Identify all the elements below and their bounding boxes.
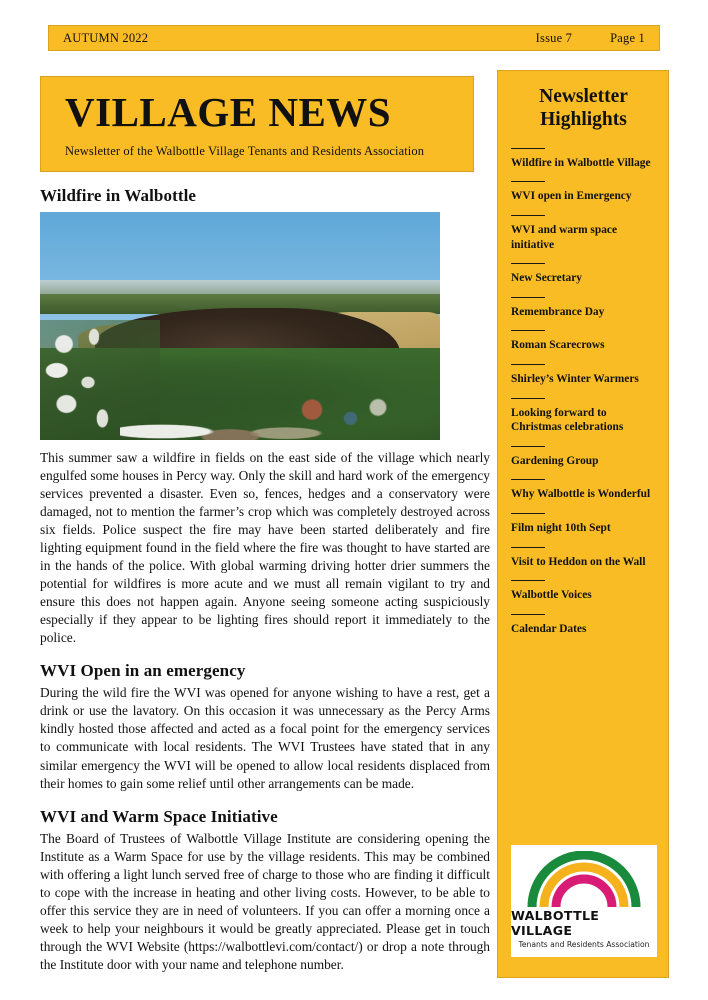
article-body: During the wild fire the WVI was opened for anyone wishing to have a rest, get a drink or use the lavatory. On this occasion it was unnecessary as the Percy Arms kindly hosted those affected and acted as a focal point for the emergency services to communicate with local residents. The WVI Trustees have stated that in any similar emergency the WVI will be opened to allow local residents displaced from their homes to gain some relief until other arrangements can be made.: [40, 685, 490, 791]
sidebar-item-label: Remembrance Day: [511, 305, 605, 318]
article-warm-space: [40, 807, 490, 974]
sidebar-item-label: Film night 10th Sept: [511, 521, 611, 534]
page-subtitle: Newsletter of the Walbottle Village Tenants and Residents Association: [65, 144, 425, 159]
sidebar-item-label: Roman Scarecrows: [511, 339, 605, 352]
article-heading: WVI Open in an emergency: [40, 661, 246, 681]
sidebar-item[interactable]: [511, 297, 656, 320]
sidebar-item-label: Why Walbottle is Wonderful: [511, 488, 651, 501]
sidebar-item-label: Visit to Heddon on the Wall: [511, 555, 646, 568]
sidebar-item[interactable]: [511, 398, 656, 435]
article-heading: Wildfire in Walbottle: [40, 186, 197, 206]
article-wildfire: [40, 186, 490, 647]
sidebar-item-label: Gardening Group: [511, 454, 599, 467]
sidebar-item-label: Shirley’s Winter Warmers: [511, 372, 639, 385]
article-wvi-emergency: [40, 661, 490, 792]
masthead-title-block: [40, 76, 474, 172]
sidebar-item-rule: [511, 547, 545, 548]
sidebar-item-label: WVI and warm space initiative: [511, 223, 617, 251]
logo-tagline: Tenants and Residents Association: [518, 940, 650, 949]
highlights-list: [511, 148, 656, 637]
sidebar-item-label: Looking forward to Christmas celebrations: [511, 406, 624, 434]
sidebar-item[interactable]: [511, 181, 656, 204]
sidebar-title: Newsletter Highlights: [539, 86, 628, 131]
sidebar-item-rule: [511, 513, 545, 514]
article-body: This summer saw a wildfire in fields on the east side of the village which nearly engulfed some houses in Percy way. Only the skill and hard work of the emergency services prevented a disaster. Even so, fences, hedges and a conservatory were damaged, not to mention the farmer’s crop which was completely destroyed across six fields. Police suspect the fire may have been started deliberately and fire lighting equipment found in the field where the fire was thought to have started are in the hands of the police. With global warming driving hotter drier summers the potential for wildfires is more acute and we must all remain vigilant to try and ensure this does not happen again. Anyone seeing someone acting suspiciously especially if they appear to be lighting fires should report it immediately to the police.: [40, 450, 490, 646]
sidebar-item[interactable]: [511, 364, 656, 387]
association-logo: [511, 845, 657, 957]
sidebar-item[interactable]: [511, 547, 656, 570]
sidebar-item[interactable]: [511, 513, 656, 536]
rainbow-icon: [525, 851, 643, 907]
sidebar-item-rule: [511, 330, 545, 331]
logo-name: WALBOTTLE VILLAGE: [511, 908, 600, 938]
sidebar-item[interactable]: [511, 263, 656, 286]
sidebar-item-rule: [511, 297, 545, 298]
sidebar-item[interactable]: [511, 330, 656, 353]
page-title: VILLAGE NEWS: [65, 89, 392, 135]
sidebar-item-rule: [511, 263, 545, 264]
photo-allotments: [290, 392, 400, 436]
sidebar-item-label: Wildfire in Walbottle Village: [511, 156, 651, 169]
sidebar-item-rule: [511, 580, 545, 581]
issue-number: Issue 7: [535, 30, 573, 45]
sidebar-item[interactable]: [511, 446, 656, 469]
sidebar-item-label: New Secretary: [511, 272, 582, 285]
article-body: The Board of Trustees of Walbottle Village Institute are considering opening the Institute as a Warm Space for use by the village residents. This may be combined with offering a light lunch served free of charge to those who are finding it difficult to cope with the increase in heating and other living costs. However, to be able to offer this service they are in need of volunteers. If you can offer a morning once a week to help your neighbours it would be greatly appreciated. Please get in touch through the WVI Website (https://walbottlevi.com/contact/) or drop a note through the Institute door with your name and telephone number.: [40, 830, 490, 972]
page-number: Page 1: [610, 30, 645, 45]
sidebar-item-rule: [511, 215, 545, 216]
sidebar-item[interactable]: [511, 148, 656, 171]
wildfire-photo: [40, 212, 440, 440]
sidebar-item-rule: [511, 398, 545, 399]
sidebar-item-rule: [511, 181, 545, 182]
sidebar-item[interactable]: [511, 479, 656, 502]
sidebar-item-rule: [511, 614, 545, 615]
sidebar-item-rule: [511, 446, 545, 447]
sidebar-item[interactable]: [511, 614, 656, 637]
issue-date: AUTUMN 2022: [63, 30, 149, 45]
sidebar-item-rule: [511, 479, 545, 480]
sidebar-item-label: Walbottle Voices: [511, 589, 592, 602]
article-heading: WVI and Warm Space Initiative: [40, 806, 278, 826]
main-content-column: [40, 76, 490, 974]
sidebar-item[interactable]: [511, 580, 656, 603]
sidebar-item-rule: [511, 364, 545, 365]
sidebar-item-label: WVI open in Emergency: [511, 190, 632, 203]
running-head: [48, 25, 660, 51]
sidebar-item-label: Calendar Dates: [511, 622, 587, 635]
newsletter-highlights-sidebar: [497, 70, 669, 978]
sidebar-item-rule: [511, 148, 545, 149]
sidebar-item[interactable]: [511, 215, 656, 252]
